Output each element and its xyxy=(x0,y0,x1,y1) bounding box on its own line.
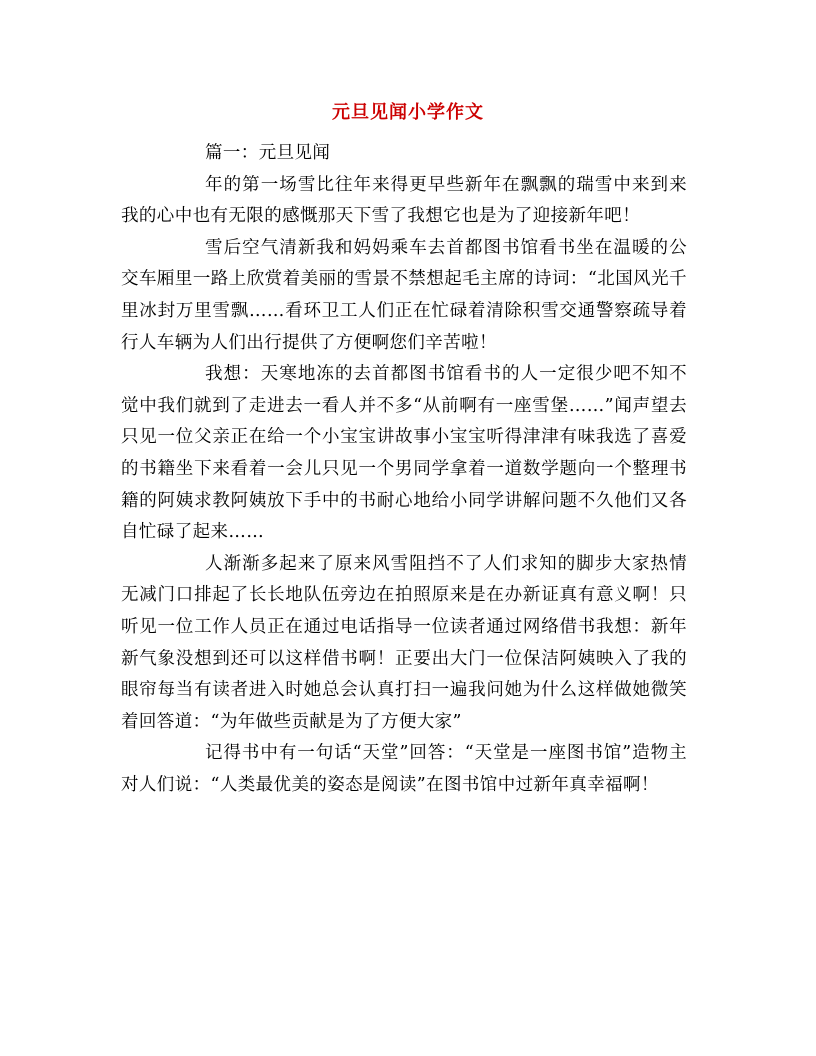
paragraph-1: 年的第一场雪比往年来得更早些新年在飘飘的瑞雪中来到来我的心中也有无限的感慨那天下雪了我想它也是为了迎接新年吧！ xyxy=(121,174,687,227)
section-heading: 篇一：元旦见闻 xyxy=(205,143,331,163)
paragraph-3: 我想：天寒地冻的去首都图书馆看书的人一定很少吧不知不觉中我们就到了走进去一看人并不多“从前啊有一座雪堡……”闻声望去只见一位父亲正在给一个小宝宝讲故事小宝宝听得津津有味我选了喜爱的书籍坐下来看着一会儿只见一个男同学拿着一道数学题向一个整理书籍的阿姨求教阿姨放下手中的书耐心地给小同学讲解问题不久他们又各自忙碌了起来…… xyxy=(121,364,687,543)
document-title: 元旦见闻小学作文 xyxy=(332,102,484,123)
paragraph-5: 记得书中有一句话“天堂”回答：“天堂是一座图书馆”造物主对人们说：“人类最优美的姿态是阅读”在图书馆中过新年真幸福啊！ xyxy=(121,743,687,795)
paragraph-4: 人渐渐多起来了原来风雪阻挡不了人们求知的脚步大家热情无减门口排起了长长地队伍旁边在拍照原来是在办新证真有意义啊！只听见一位工作人员正在通过电话指导一位读者通过网络借书我想：新年新气象没想到还可以这样借书啊！正要出大门一位保洁阿姨映入了我的眼帘每当有读者进入时她总会认真打扫一遍我问她为什么这样做她微笑着回答道：“为年做些贡献是为了方便大家” xyxy=(121,553,687,732)
document-body xyxy=(121,138,687,801)
paragraph-2: 雪后空气清新我和妈妈乘车去首都图书馆看书坐在温暖的公交车厢里一路上欣赏着美丽的雪景不禁想起毛主席的诗词：“北国风光千里冰封万里雪飘……看环卫工人们正在忙碌着清除积雪交通警察疏导着行人车辆为人们出行提供了方便啊您们辛苦啦！ xyxy=(121,237,687,353)
